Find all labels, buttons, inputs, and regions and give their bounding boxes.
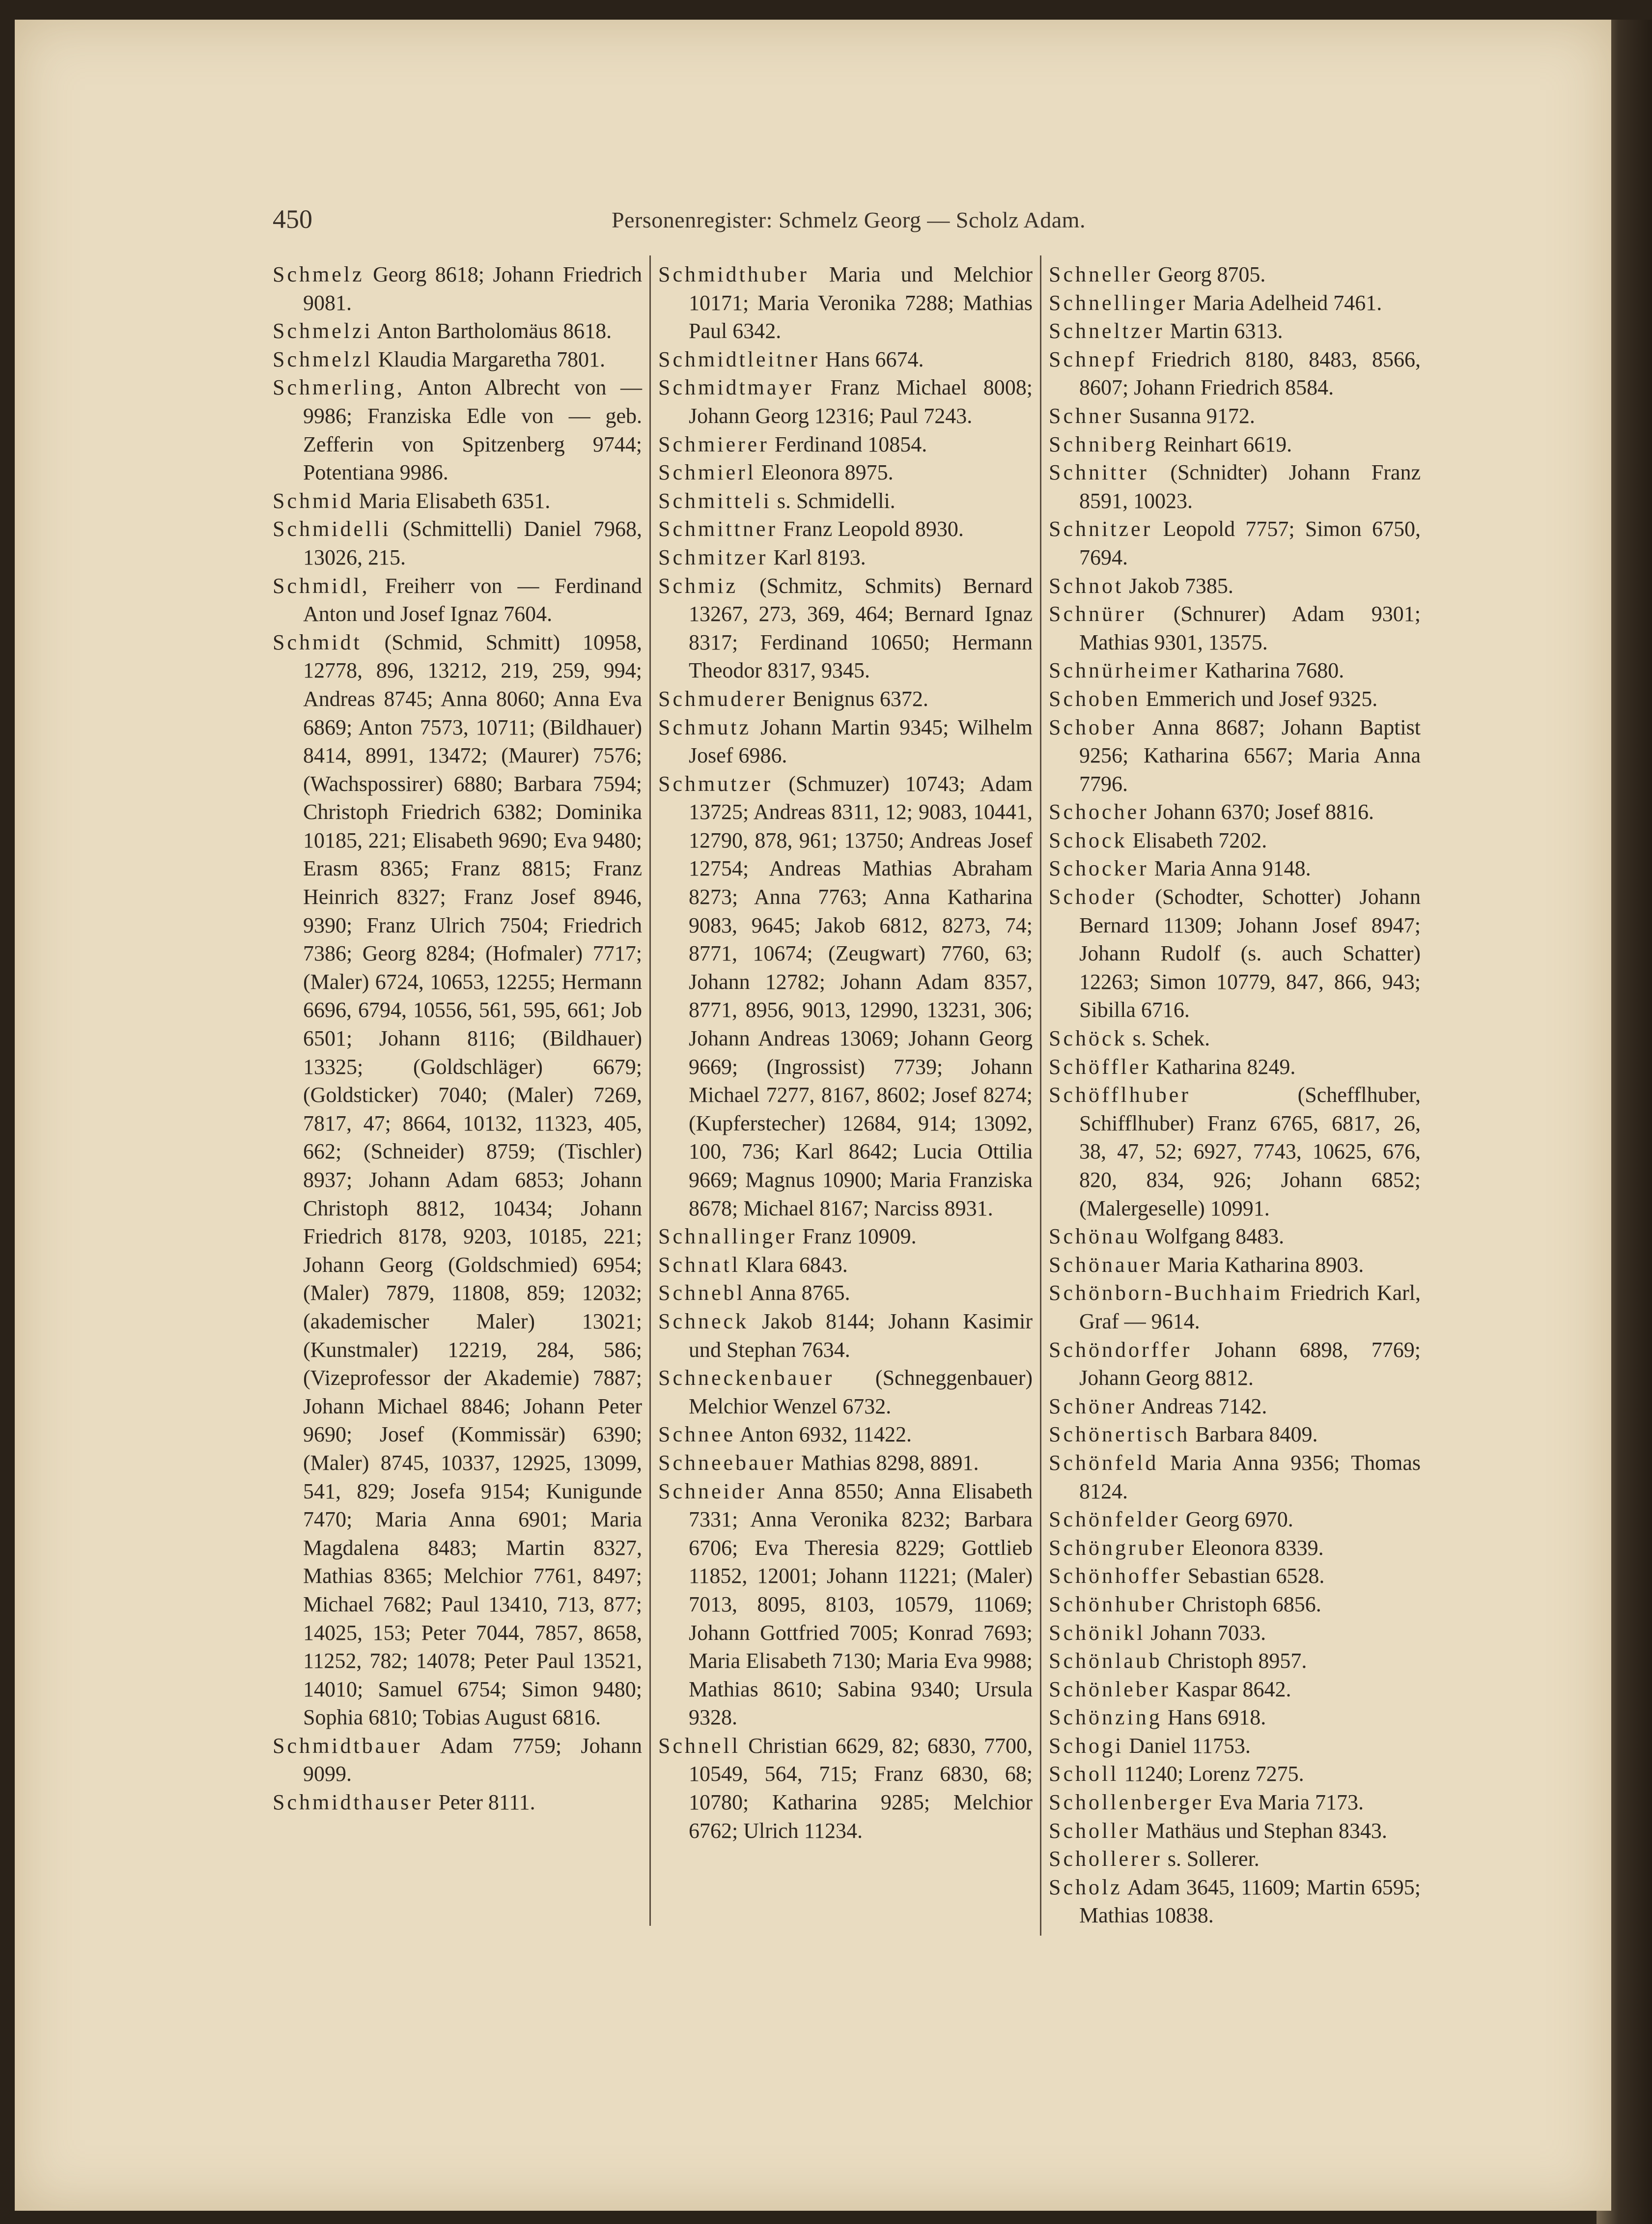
index-entry (273, 373, 642, 486)
index-entry (1049, 798, 1421, 826)
entry-surname: Schönfelder (1049, 1507, 1180, 1532)
entry-references: Anton 6932, 11422. (739, 1422, 912, 1447)
entry-references: Freiherr von — Ferdinand Anton und Josef Ignaz 7604. (303, 573, 642, 626)
entry-surname: Schmidelli (273, 517, 391, 541)
entry-surname: Schöfflhuber (1049, 1083, 1191, 1107)
index-entry (1049, 826, 1421, 855)
entry-references: Jakob 8144; Johann Kasimir und Stephan 7634. (689, 1309, 1033, 1362)
index-entry (658, 345, 1033, 374)
entry-references: Friedrich 8180, 8483, 8566, 8607; Johann Friedrich 8584. (1079, 347, 1421, 400)
entry-surname: Schönhuber (1049, 1592, 1177, 1616)
entry-references: Ferdinand 10854. (774, 432, 927, 456)
entry-references: Kaspar 8642. (1176, 1677, 1291, 1701)
index-entry (273, 1732, 642, 1788)
index-entry (1049, 656, 1421, 685)
entry-references: s. Schmidelli. (777, 488, 896, 513)
index-entry (1049, 1590, 1421, 1619)
entry-surname: Schocher (1049, 800, 1149, 824)
column-rule-1 (649, 255, 651, 1926)
entry-surname: Schnellinger (1049, 290, 1188, 315)
index-column-1 (273, 260, 642, 1817)
entry-surname: Schnallinger (658, 1224, 797, 1249)
entry-references: Emmerich und Josef 9325. (1146, 686, 1378, 711)
entry-surname: Schneebauer (658, 1450, 796, 1475)
index-entry (1049, 1760, 1421, 1788)
index-entry (658, 1279, 1033, 1307)
index-column-2 (658, 260, 1033, 1845)
index-entry (658, 430, 1033, 459)
entry-references: Franz Michael 8008; Johann Georg 12316; Paul 7243. (689, 375, 1033, 428)
entry-surname: Schnot (1049, 573, 1124, 598)
entry-surname: Schmid (273, 488, 354, 513)
entry-references: Georg 6970. (1185, 1507, 1293, 1532)
entry-surname: Schner (1049, 403, 1124, 428)
index-entry (658, 1477, 1033, 1732)
entry-references: s. Schek. (1132, 1026, 1210, 1051)
entry-references: Eleonora 8975. (761, 460, 894, 485)
entry-references: Maria Adelheid 7461. (1193, 290, 1382, 315)
page-header (273, 204, 1599, 238)
entry-references: Christoph 6856. (1182, 1592, 1321, 1616)
entry-references: Katharina 7680. (1204, 658, 1344, 683)
entry-surname: Schoben (1049, 686, 1141, 711)
index-entry (273, 1788, 642, 1817)
entry-surname: Schmidthauser (273, 1790, 433, 1815)
entry-surname: Scholler (1049, 1818, 1141, 1843)
entry-surname: Schogi (1049, 1733, 1124, 1758)
entry-surname: Schöngruber (1049, 1535, 1186, 1560)
entry-references: Maria und Melchior 10171; Maria Veronika 7288; Mathias Paul 6342. (689, 262, 1033, 343)
entry-surname: Schönleber (1049, 1677, 1171, 1701)
index-entry (273, 487, 642, 515)
entry-surname: Schönertisch (1049, 1422, 1190, 1447)
entry-references: Katharina 8249. (1156, 1054, 1296, 1079)
entry-references: (Schneggenbauer) Melchior Wenzel 6732. (689, 1366, 1033, 1418)
index-entry (1049, 1336, 1421, 1392)
entry-references: Johann 6898, 7769; Johann Georg 8812. (1079, 1337, 1421, 1390)
index-entry (273, 628, 642, 1732)
entry-surname: Schönborn-Buchhaim (1049, 1281, 1283, 1305)
index-entry (658, 260, 1033, 345)
column-rule-2 (1040, 255, 1041, 1936)
index-entry (1049, 1420, 1421, 1449)
entry-surname: Schmitteli (658, 488, 772, 513)
index-entry (658, 373, 1033, 430)
index-entry (1049, 713, 1421, 798)
entry-surname: Schönikl (1049, 1620, 1146, 1645)
entry-surname: Schmutz (658, 715, 751, 739)
index-entry (1049, 1449, 1421, 1505)
index-entry (1049, 1053, 1421, 1081)
index-entry (273, 260, 642, 317)
entry-surname: Schollerer (1049, 1847, 1162, 1871)
entry-surname: Scholl (1049, 1762, 1119, 1786)
entry-surname: Schober (1049, 715, 1137, 739)
index-entry (1049, 260, 1421, 289)
entry-references: (Schmittelli) Daniel 7968, 13026, 215. (303, 517, 642, 569)
entry-references: Franz Leopold 8930. (783, 517, 964, 541)
index-entry (658, 1420, 1033, 1449)
running-head: Personenregister: Schmelz Georg — Scholz Adam. (612, 207, 1086, 232)
entry-references: Susanna 9172. (1129, 403, 1255, 428)
index-entry (273, 515, 642, 571)
entry-surname: Schönlaub (1049, 1649, 1162, 1673)
entry-surname: Schnebl (658, 1281, 745, 1305)
entry-surname: Schmerling, (273, 375, 405, 400)
entry-references: (Schmid, Schmitt) 10958, 12778, 896, 13212, 219, 259, 994; Andreas 8745; Anna 8060; Anna Eva 6869; Anton 7573, 10711; (Bildhauer) 8414, 8991, 13472; (Maurer) 7576; (Wachspossirer) 6880; Barbara 7594; Christoph Friedrich 6382; Dominika 10185, 221; Elisabeth 9690; Eva 9480; Erasm 8365; Franz 8815; Franz Heinrich 8327; Franz Josef 8946, 9390; Franz Ulrich 7504; Friedrich 7386; Georg 8284; (Hofmaler) 7717; (Maler) 6724, 10653, 12255; Hermann 6696, 6794, 10556, 561, 595, 661; Job 6501; Johann 8116; (Bildhauer) 13325; (Goldschläger) 6679; (Goldsticker) 7040; (Maler) 7269, 7817, 47; 8664, 10132, 11323, 405, 662; (Schneider) 8759; (Tischler) 8937; Johann Adam 6853; Johann Christoph 8812, 10434; Johann Friedrich 8178, 9203, 10185, 221; Johann Georg (Goldschmied) 6954; (Maler) 7879, 11808, 859; 12032; (akademischer Maler) 13021; (Kunstmaler) 12219, 284, 586; (Vizeprofessor der Akademie) 7887; Johann Michael 8846; Johann Peter 9690; Josef (Kommissär) 6390; (Maler) 8745, 10337, 12925, 13099, 541, 829; Josefa 9154; Kunigunde 7470; Maria Anna 6901; Maria Magdalena 8483; Martin 8327, Mathias 8365; Melchior 7761, 8497; Michael 7682; Paul 13410, 713, 877; 14025, 153; Peter 7044, 7857, 8658, 11252, 782; 14078; Peter Paul 13521, 14010; Samuel 6754; Simon 9480; Sophia 6810; Tobias August 6816. (303, 630, 643, 1730)
index-entry (1049, 1505, 1421, 1534)
index-entry (1049, 1081, 1421, 1222)
index-entry (658, 458, 1033, 487)
index-entry (658, 1732, 1033, 1845)
entry-references: Andreas 7142. (1141, 1394, 1267, 1418)
index-entry (658, 685, 1033, 713)
entry-references: Adam 7759; Johann 9099. (303, 1733, 642, 1786)
index-entry (1049, 854, 1421, 883)
entry-surname: Schmidtleitner (658, 347, 820, 371)
entry-references: Johann 7033. (1150, 1620, 1266, 1645)
entry-references: Mathäus und Stephan 8343. (1146, 1818, 1387, 1843)
entry-references: Georg 8705. (1158, 262, 1266, 286)
index-entry (1049, 1024, 1421, 1053)
index-entry (658, 487, 1033, 515)
entry-references: Maria Anna 9356; Thomas 8124. (1079, 1450, 1421, 1503)
entry-references: Leopold 7757; Simon 6750, 7694. (1079, 517, 1421, 569)
entry-references: Maria Katharina 8903. (1167, 1252, 1364, 1277)
entry-references: Christian 6629, 82; 6830, 7700, 10549, 564, 715; Franz 6830, 68; 10780; Katharina 9285; Melchior 6762; Ulrich 11234. (689, 1733, 1033, 1843)
index-entry (658, 1251, 1033, 1279)
entry-surname: Schöner (1049, 1394, 1137, 1418)
entry-surname: Schollenberger (1049, 1790, 1214, 1815)
entry-surname: Schmiz (658, 573, 738, 598)
entry-references: Eleonora 8339. (1191, 1535, 1324, 1560)
index-entry (1049, 1873, 1421, 1930)
entry-surname: Schneltzer (1049, 319, 1165, 343)
index-entry (273, 345, 642, 374)
entry-surname: Schmutzer (658, 771, 773, 796)
index-entry (1049, 402, 1421, 430)
index-entry (658, 1307, 1033, 1364)
entry-references: Anna 8765. (749, 1281, 850, 1305)
index-entry (658, 1364, 1033, 1420)
index-entry (1049, 515, 1421, 571)
entry-references: Klaudia Margaretha 7801. (378, 347, 605, 371)
entry-references: Sebastian 6528. (1187, 1564, 1325, 1588)
entry-references: Anton Bartholomäus 8618. (377, 319, 612, 343)
entry-surname: Schneck (658, 1309, 749, 1333)
index-entry (1049, 1392, 1421, 1421)
entry-references: Martin 6313. (1170, 319, 1283, 343)
entry-references: Johann Martin 9345; Wilhelm Josef 6986. (689, 715, 1033, 768)
entry-surname: Schneckenbauer (658, 1366, 835, 1390)
index-entry (1049, 1647, 1421, 1675)
index-entry (1049, 600, 1421, 656)
entry-surname: Schöffler (1049, 1054, 1151, 1079)
index-entry (1049, 1732, 1421, 1760)
index-entry (658, 515, 1033, 543)
entry-surname: Schnee (658, 1422, 736, 1447)
entry-references: Klara 6843. (745, 1252, 848, 1277)
entry-references: Mathias 8298, 8891. (801, 1450, 979, 1475)
entry-references: Adam 3645, 11609; Martin 6595; Mathias 10838. (1079, 1875, 1421, 1928)
entry-references: Maria Elisabeth 6351. (359, 488, 551, 513)
entry-references: (Schmuzer) 10743; Adam 13725; Andreas 8311, 12; 9083, 10441, 12790, 878, 961; 13750; Andreas Josef 12754; Andreas Mathias Abraham 8273; Anna 7763; Anna Katharina 9083, 9645; Jakob 6812, 8273, 74; 8771, 10674; (Zeugwart) 7760, 63; Johann 12782; Johann Adam 8357, 8771, 8956, 9013, 12990, 13231, 306; Johann Andreas 13069; Johann Georg 9669; (Ingrossist) 7739; Johann Michael 7277, 8167, 8602; Josef 8274; (Kupferstecher) 12684, 914; 13092, 100, 736; Karl 8642; Lucia Ottilia 9669; Magnus 10900; Maria Franziska 8678; Michael 8167; Narciss 8931. (689, 771, 1033, 1220)
page-number: 450 (273, 204, 312, 234)
index-entry (1049, 1817, 1421, 1845)
index-entry (1049, 1562, 1421, 1590)
entry-references: (Schodter, Schotter) Johann Bernard 11309; Johann Josef 8947; Johann Rudolf (s. auch Schatter) 12263; Simon 10779, 847, 866, 943; Sibilla 6716. (1079, 885, 1421, 1022)
entry-surname: Schniberg (1049, 432, 1158, 456)
entry-references: Georg 8618; Johann Friedrich 9081. (303, 262, 643, 315)
index-entry (658, 713, 1033, 770)
entry-references: (Schnidter) Johann Franz 8591, 10023. (1079, 460, 1421, 513)
index-entry (1049, 1788, 1421, 1817)
entry-surname: Schnepf (1049, 347, 1137, 371)
entry-surname: Schmittner (658, 517, 778, 541)
entry-surname: Schock (1049, 828, 1127, 852)
entry-references: Friedrich Karl, Graf — 9614. (1079, 1281, 1421, 1333)
entry-references: (Schefflhuber, Schifflhuber) Franz 6765, 6817, 26, 38, 47, 52; 6927, 7743, 10625, 676, 820, 834, 926; Johann 6852; (Malergeselle) 10991. (1079, 1083, 1421, 1220)
entry-surname: Schöck (1049, 1026, 1127, 1051)
entry-surname: Schnürer (1049, 602, 1147, 626)
entry-surname: Scholz (1049, 1875, 1122, 1899)
entry-references: Johann 6370; Josef 8816. (1154, 800, 1374, 824)
entry-references: Barbara 8409. (1195, 1422, 1318, 1447)
entry-surname: Schmitzer (658, 545, 768, 569)
index-entry (1049, 1703, 1421, 1732)
entry-surname: Schnell (658, 1733, 740, 1758)
entry-references: Anton Albrecht von — 9986; Franziska Edle von — geb. Zefferin von Spitzenberg 9744; Potentiana 9986. (303, 375, 642, 485)
entry-surname: Schnitter (1049, 460, 1149, 485)
entry-references: Eva Maria 7173. (1219, 1790, 1364, 1815)
entry-references: s. Sollerer. (1167, 1847, 1260, 1871)
index-entry (1049, 1675, 1421, 1704)
entry-surname: Schönhoffer (1049, 1564, 1182, 1588)
index-entry (273, 317, 642, 345)
index-entry (1049, 572, 1421, 600)
entry-surname: Schnürheimer (1049, 658, 1200, 683)
index-entry (658, 1449, 1033, 1477)
entry-references: Hans 6918. (1167, 1705, 1266, 1730)
entry-surname: Schmidl, (273, 573, 370, 598)
index-entry (1049, 1251, 1421, 1279)
index-entry (1049, 1534, 1421, 1562)
entry-surname: Schmidthuber (658, 262, 809, 286)
index-entry (658, 1222, 1033, 1251)
index-entry (273, 572, 642, 628)
entry-surname: Schoder (1049, 885, 1137, 909)
entry-references: Hans 6674. (825, 347, 924, 371)
entry-surname: Schönfeld (1049, 1450, 1159, 1475)
entry-references: Jakob 7385. (1129, 573, 1233, 598)
entry-references: Franz 10909. (802, 1224, 917, 1249)
index-entry (1049, 458, 1421, 515)
entry-references: Benignus 6372. (792, 686, 928, 711)
index-entry (1049, 289, 1421, 317)
entry-surname: Schmidtmayer (658, 375, 814, 400)
entry-surname: Schönau (1049, 1224, 1141, 1249)
entry-surname: Schmelzl (273, 347, 373, 371)
entry-surname: Schnitzer (1049, 517, 1153, 541)
index-entry (658, 572, 1033, 685)
entry-references: (Schmitz, Schmits) Bernard 13267, 273, 369, 464; Bernard Ignaz 8317; Ferdinand 10650; Hermann Theodor 8317, 9345. (689, 573, 1033, 683)
entry-references: Anna 8550; Anna Elisabeth 7331; Anna Veronika 8232; Barbara 6706; Eva Theresia 8229; Gottlieb 11852, 12001; Johann 11221; (Maler) 7013, 8095, 8103, 10579, 11069; Johann Gottfried 7005; Konrad 7693; Maria Elisabeth 7130; Maria Eva 9988; Mathias 8610; Sabina 9340; Ursula 9328. (689, 1479, 1033, 1730)
entry-surname: Schmidt (273, 630, 362, 654)
entry-references: Elisabeth 7202. (1132, 828, 1267, 852)
entry-surname: Schneller (1049, 262, 1153, 286)
entry-references: Peter 8111. (438, 1790, 535, 1815)
entry-references: (Schnurer) Adam 9301; Mathias 9301, 13575. (1079, 602, 1421, 654)
index-entry (658, 770, 1033, 1223)
entry-surname: Schmelz (273, 262, 364, 286)
entry-references: Karl 8193. (773, 545, 866, 569)
entry-references: Wolfgang 8483. (1145, 1224, 1285, 1249)
entry-surname: Schönauer (1049, 1252, 1162, 1277)
entry-surname: Schmelzi (273, 319, 373, 343)
entry-surname: Schnatl (658, 1252, 740, 1277)
entry-references: Reinhart 6619. (1163, 432, 1292, 456)
entry-surname: Schönzing (1049, 1705, 1162, 1730)
index-entry (1049, 345, 1421, 402)
index-entry (1049, 1845, 1421, 1873)
index-entry (1049, 1279, 1421, 1335)
index-entry (1049, 883, 1421, 1024)
entry-surname: Schmidtbauer (273, 1733, 422, 1758)
entry-surname: Schmierer (658, 432, 769, 456)
entry-references: Christoph 8957. (1167, 1649, 1307, 1673)
index-entry (1049, 430, 1421, 459)
entry-surname: Schöndorffer (1049, 1337, 1192, 1362)
entry-surname: Schmuderer (658, 686, 787, 711)
index-entry (1049, 1222, 1421, 1251)
entry-surname: Schmierl (658, 460, 756, 485)
entry-surname: Schneider (658, 1479, 767, 1503)
index-entry (1049, 317, 1421, 345)
index-entry (1049, 1619, 1421, 1647)
entry-references: Anna 8687; Johann Baptist 9256; Katharina 6567; Maria Anna 7796. (1079, 715, 1421, 796)
entry-references: Maria Anna 9148. (1154, 856, 1311, 881)
index-entry (658, 543, 1033, 572)
entry-surname: Schocker (1049, 856, 1149, 881)
entry-references: 11240; Lorenz 7275. (1124, 1762, 1304, 1786)
entry-references: Daniel 11753. (1129, 1733, 1251, 1758)
index-column-3 (1049, 260, 1421, 1930)
index-entry (1049, 685, 1421, 713)
